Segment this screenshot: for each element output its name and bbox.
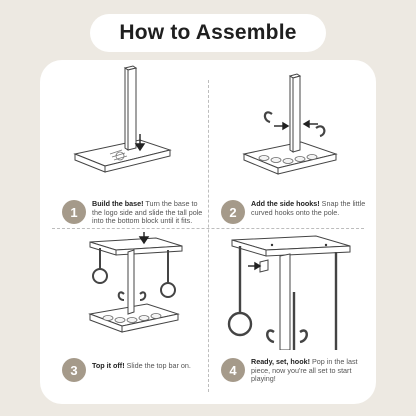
step-3-illustration [72, 230, 192, 350]
step-1-number-badge: 1 [62, 200, 86, 224]
step-4-heading: Ready, set, hook! [251, 357, 310, 366]
step-3 [62, 358, 208, 382]
step-1-text [92, 200, 208, 226]
step-2-heading: Add the side hooks! [251, 199, 320, 208]
step-3-heading: Top it off! [92, 361, 125, 370]
step-4-text [251, 358, 367, 384]
page-title: How to Assemble [119, 21, 297, 44]
step-4-number-badge: 4 [221, 358, 245, 382]
step-2-description: Snap the little curved hooks onto the pole. [251, 199, 366, 217]
step-2-text [251, 200, 367, 217]
step-1-illustration [70, 62, 180, 192]
step-4-illustration [226, 232, 356, 350]
step-1-heading: Build the base! [92, 199, 144, 208]
step-1-description: Turn the base to the logo side and slide the tall pole into the bottom block until it fits. [92, 199, 203, 226]
step-1 [62, 200, 208, 226]
step-2 [221, 200, 367, 224]
vertical-divider [208, 80, 209, 392]
step-3-number-badge: 3 [62, 358, 86, 382]
step-2-illustration [236, 70, 346, 190]
horizontal-divider [52, 228, 364, 229]
step-3-description: Slide the top bar on. [124, 361, 191, 370]
step-4 [221, 358, 367, 384]
title-banner [90, 14, 326, 52]
step-3-text [92, 362, 191, 371]
step-2-number-badge: 2 [221, 200, 245, 224]
step-4-description: Pop in the last piece, now you're all set to start playing! [251, 357, 358, 384]
